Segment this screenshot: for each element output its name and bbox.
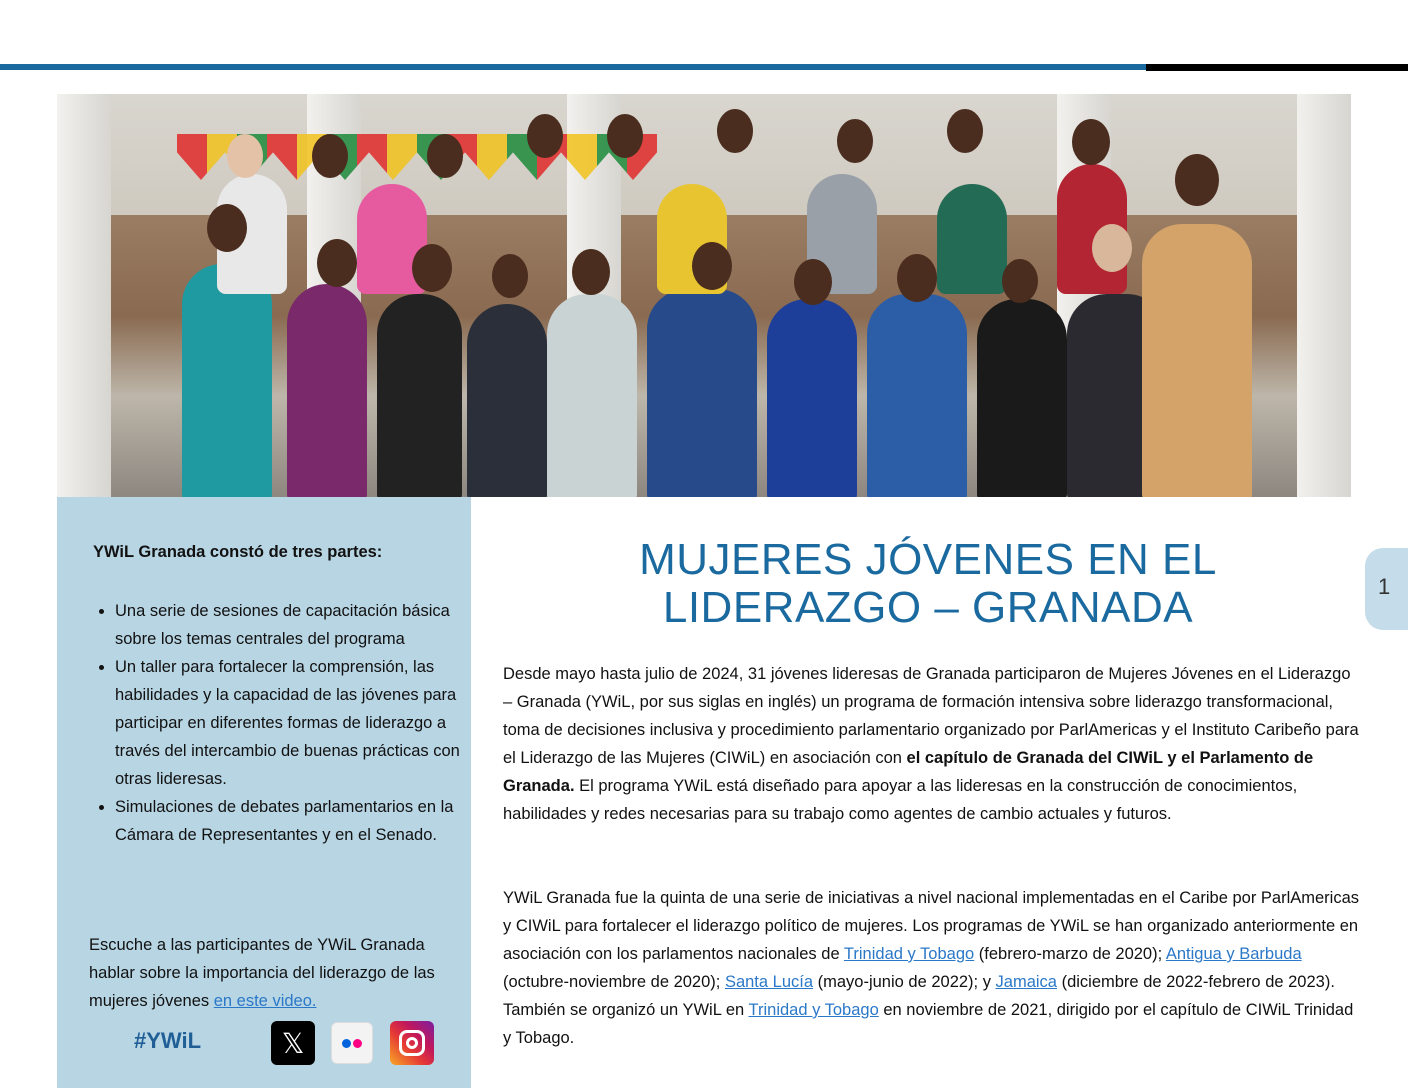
- page-title: [600, 536, 1256, 632]
- history-text: YWiL Granada fue la quinta de una serie de iniciativas a nivel nacional implementadas en el Caribe por ParlAmericas y CIWiL para fortalecer el liderazgo político de mujeres. Los programas de YWiL se han organizado anteriormente en asociación con los parlamentos nacionales de: [503, 889, 1360, 963]
- sidebar-list: [91, 597, 485, 849]
- x-icon[interactable]: 𝕏: [271, 1021, 315, 1065]
- list-item: • Simulaciones de debates parlamentarios en la Cámara de Representantes y en el Senado.: [115, 793, 485, 849]
- instagram-icon[interactable]: [390, 1021, 434, 1065]
- flickr-icon[interactable]: [331, 1022, 373, 1064]
- link-santa-lucia[interactable]: Santa Lucía: [724, 973, 814, 991]
- list-item: • Un taller para fortalecer la comprensión, las habilidades y la capacidad de las jóvenes para participar en diferentes formas de liderazgo a través del intercambio de buenas prácticas con otras lideresas.: [115, 653, 485, 793]
- history-text: (febrero-marzo de 2020);: [974, 945, 1166, 963]
- history-text: (diciembre de 2022-febrero de 2023). También se organizó un YWiL en: [503, 973, 1335, 1019]
- group-photo: [57, 94, 1351, 497]
- history-text: (octubre-noviembre de 2020);: [503, 973, 725, 991]
- link-trinidad-tobago-2020[interactable]: Trinidad y Tobago: [843, 945, 975, 963]
- header-rule-blue: [0, 64, 1146, 70]
- history-text: en noviembre de 2021, dirigido por el capítulo de CIWiL Trinidad y Tobago.: [503, 1001, 1354, 1047]
- intro-paragraph: [503, 660, 1363, 828]
- video-note: [89, 931, 449, 1015]
- page-number: 1: [1378, 574, 1391, 599]
- sidebar-panel: [57, 497, 471, 1088]
- intro-text-a: Desde mayo hasta julio de 2024, 31 jóvenes lideresas de Granada participaron de Mujeres Jóvenes en el Liderazgo – Granada (YWiL, por sus siglas en inglés) un programa de formación intensiva sobre liderazgo transformacional, toma de decisiones inclusiva y procedimiento parlamentario organizado por ParlAmericas y el Instituto Caribeño para el Liderazgo de las Mujeres (CIWiL) en asociación con: [503, 665, 1359, 767]
- header-rule-black: [1146, 64, 1408, 71]
- intro-text-b: El programa YWiL está diseñado para apoyar a las lideresas en la construcción de conocimientos, habilidades y redes necesarias para su trabajo como agentes de cambio actuales y futuros.: [503, 777, 1298, 823]
- link-trinidad-tobago-2021[interactable]: Trinidad y Tobago: [748, 1001, 879, 1019]
- link-antigua-barbuda[interactable]: Antigua y Barbuda: [1165, 945, 1302, 963]
- video-note-text: Escuche a las participantes de YWiL Granada hablar sobre la importancia del liderazgo de las mujeres jóvenes: [89, 936, 435, 1010]
- history-text: (mayo-junio de 2022); y: [813, 973, 996, 991]
- title-line-2: LIDERAZGO – GRANADA: [662, 583, 1194, 632]
- intro-bold: el capítulo de Granada del CIWiL y el Parlamento de Granada.: [503, 749, 1314, 795]
- hashtag: #YWiL: [134, 1028, 202, 1053]
- list-item: • Una serie de sesiones de capacitación básica sobre los temas centrales del programa: [115, 597, 485, 653]
- video-link[interactable]: en este video.: [213, 992, 317, 1010]
- sidebar-heading: YWiL Granada constó de tres partes:: [93, 543, 383, 561]
- title-line-1: MUJERES JÓVENES EN EL: [639, 535, 1217, 584]
- history-paragraph: [503, 884, 1363, 1052]
- link-jamaica[interactable]: Jamaica: [995, 973, 1057, 991]
